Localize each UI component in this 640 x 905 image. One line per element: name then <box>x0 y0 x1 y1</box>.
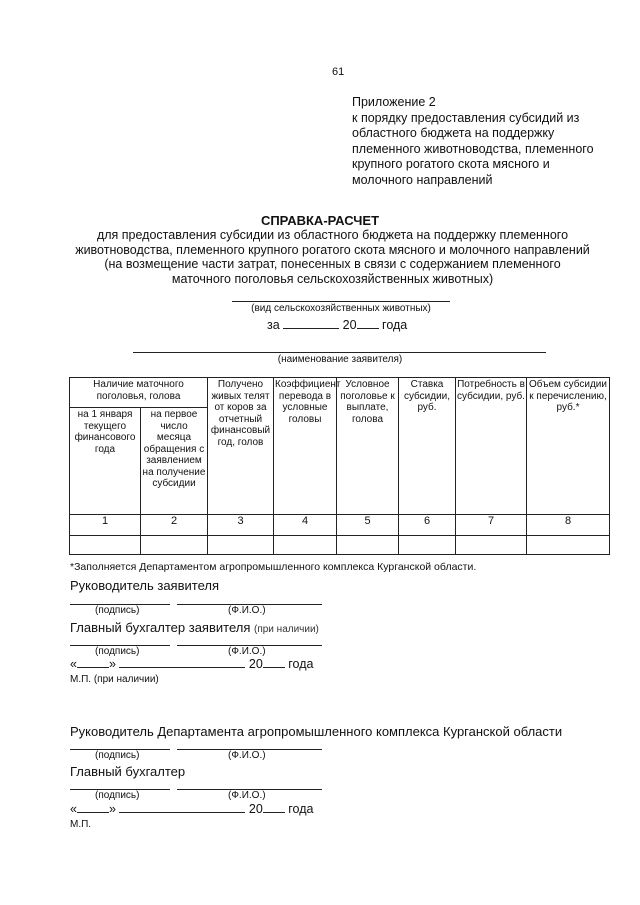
table-cell <box>141 536 208 555</box>
date-close-quote: » <box>108 802 116 816</box>
calculation-table <box>69 377 610 555</box>
subtitle-line: (на возмещение части затрат, понесенных в связи с содержанием племенного <box>104 257 561 271</box>
department-date <box>70 802 313 816</box>
column-number: 8 <box>527 515 610 536</box>
year-blank <box>263 657 285 668</box>
date-open-quote: « <box>70 657 77 671</box>
day-blank <box>77 657 109 668</box>
appendix-line: областного бюджета на поддержку <box>352 126 555 140</box>
date-suffix: года <box>288 657 314 671</box>
document-title: СПРАВКА-РАСЧЕТ <box>260 213 380 228</box>
table-cell <box>456 536 527 555</box>
table-cell <box>527 536 610 555</box>
header-conditional-heads: Условное поголовье к выплате, голова <box>337 378 399 515</box>
header-jan1: на 1 января текущего финансового года <box>70 408 141 515</box>
table-cell <box>399 536 456 555</box>
appendix-line: молочного направлений <box>352 172 493 187</box>
signature-label: (подпись) <box>95 750 140 761</box>
column-number: 4 <box>274 515 337 536</box>
applicant-date <box>70 657 313 671</box>
animal-type-caption: (вид сельскохозяйственных животных) <box>251 303 431 314</box>
appendix-line: племенного животноводства, племенного <box>352 141 594 156</box>
period-prefix: за <box>267 318 280 332</box>
day-blank <box>77 802 109 813</box>
department-accountant-title: Главный бухгалтер <box>70 764 186 779</box>
header-need: Потребность в субсидии, руб. <box>456 378 527 515</box>
date-close-quote: » <box>108 657 116 671</box>
signature-label: (подпись) <box>95 790 140 801</box>
accountant-title-text: Главный бухгалтер заявителя <box>70 620 251 635</box>
document-subtitle <box>40 228 625 286</box>
year-blank <box>263 802 285 813</box>
name-label: (Ф.И.О.) <box>228 605 266 616</box>
date-open-quote: « <box>70 802 77 816</box>
period-line <box>267 318 407 332</box>
appendix-line: Приложение 2 <box>352 95 436 109</box>
header-coefficient: Коэффициент перевода в условные головы <box>274 378 337 515</box>
period-blank <box>283 318 339 329</box>
month-blank <box>119 657 245 668</box>
header-calves: Получено живых телят от коров за отчетный финансовый год, голов <box>208 378 274 515</box>
applicant-caption: (наименование заявителя) <box>277 354 403 365</box>
signature-label: (подпись) <box>95 605 140 616</box>
appendix-line: крупного рогатого скота мясного и <box>352 157 550 171</box>
subtitle-line: животноводства, племенного крупного рогатого скота мясного и молочного направлений <box>75 242 590 257</box>
applicant-name-line <box>133 352 546 353</box>
applicant-accountant-title <box>70 620 319 635</box>
applicant-head-title: Руководитель заявителя <box>70 578 219 593</box>
appendix-line: к порядку предоставления субсидий из <box>352 110 580 125</box>
column-number: 2 <box>141 515 208 536</box>
column-number: 6 <box>399 515 456 536</box>
period-suffix: года <box>382 318 408 332</box>
table-cell <box>208 536 274 555</box>
department-head-title: Руководитель Департамента агропромышленного комплекса Курганской области <box>70 724 563 739</box>
name-label: (Ф.И.О.) <box>228 790 266 801</box>
subtitle-line: маточного поголовья сельскохозяйственных животных) <box>171 271 494 286</box>
name-label: (Ф.И.О.) <box>228 646 266 657</box>
column-number: 5 <box>337 515 399 536</box>
accountant-note: (при наличии) <box>254 624 319 635</box>
date-suffix: года <box>288 802 314 816</box>
name-label: (Ф.И.О.) <box>228 750 266 761</box>
page-number: 61 <box>332 66 345 78</box>
table-cell <box>337 536 399 555</box>
animal-type-line <box>232 301 450 302</box>
column-number: 1 <box>70 515 141 536</box>
applicant-stamp-place: М.П. (при наличии) <box>70 674 159 685</box>
footnote: *Заполняется Департаментом агропромышленного комплекса Курганской области. <box>70 561 477 573</box>
header-livestock-group: Наличие маточного поголовья, голова <box>70 378 208 408</box>
signature-label: (подпись) <box>95 646 140 657</box>
department-stamp-place: М.П. <box>70 819 92 830</box>
appendix-note <box>352 95 594 188</box>
header-month-first: на первое число месяца обращения с заявлением на получение субсидии <box>141 408 208 515</box>
column-number: 7 <box>456 515 527 536</box>
table-row <box>70 536 610 555</box>
date-year-prefix: 20 <box>248 657 263 671</box>
date-year-prefix: 20 <box>248 802 263 816</box>
period-year-prefix: 20 <box>342 318 357 332</box>
table-cell <box>274 536 337 555</box>
header-rate: Ставка субсидии, руб. <box>399 378 456 515</box>
month-blank <box>119 802 245 813</box>
header-amount: Объем субсидии к перечислению, руб.* <box>527 378 610 515</box>
subtitle-line: для предоставления субсидии из областного бюджета на поддержку племенного <box>96 228 569 242</box>
period-year-blank <box>357 318 379 329</box>
column-number: 3 <box>208 515 274 536</box>
table-cell <box>70 536 141 555</box>
